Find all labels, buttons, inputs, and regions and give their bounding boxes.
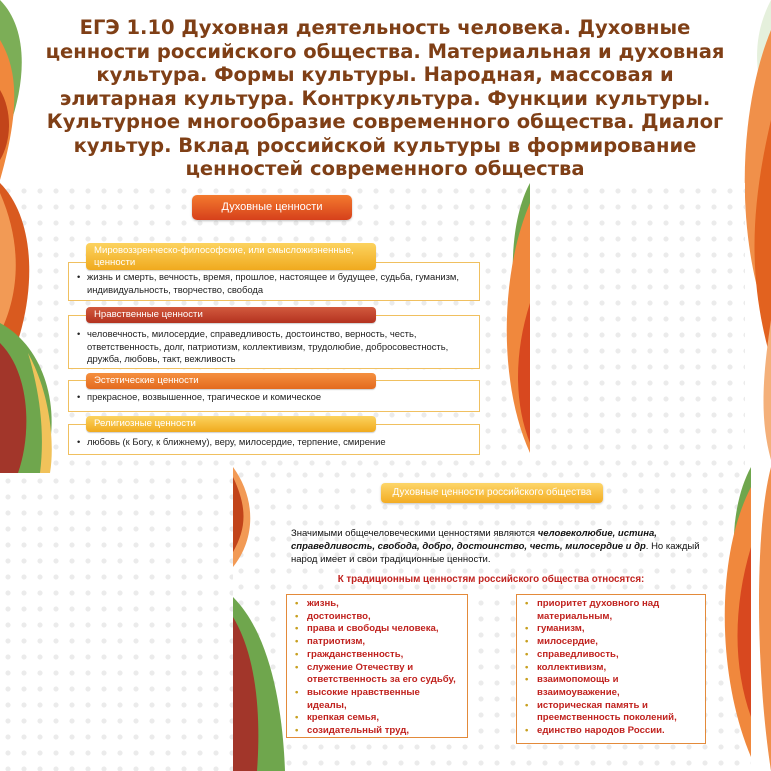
value-item: • коллективизм, xyxy=(525,662,699,675)
value-item: • справедливость, xyxy=(525,649,699,662)
category-box-moral xyxy=(68,315,480,369)
value-item: • историческая память и преемственность поколений, xyxy=(525,700,699,725)
bullet-icon: • xyxy=(77,328,81,339)
value-item: • высокие нравственные идеалы, xyxy=(295,687,461,712)
bullet-icon: • xyxy=(77,436,81,447)
intro-text-end: . Но каждый народ имеет и свои традиционные ценности. xyxy=(291,541,700,565)
slide-spiritual-values xyxy=(0,183,530,473)
category-heading-moral: Нравственные ценности xyxy=(86,307,376,323)
value-item: • созидательный труд, xyxy=(295,725,461,738)
value-item: • права и свободы человека, xyxy=(295,623,461,636)
decor-leaves-bottom-right xyxy=(751,467,771,771)
value-item: • приоритет духовного над материальным, xyxy=(525,598,699,623)
slide1-leaves-right xyxy=(488,183,530,473)
category-heading-aesthetic: Эстетические ценности xyxy=(86,373,376,389)
value-item: • гуманизм, xyxy=(525,623,699,636)
value-item: • жизнь, xyxy=(295,598,461,611)
category-items: прекрасное, возвышенное, трагическое и комическое xyxy=(87,391,322,402)
slide2-subtitle: К традиционным ценностям российского общества относятся: xyxy=(337,574,645,585)
bullet-icon: • xyxy=(77,271,81,282)
slide2-leaves-left xyxy=(233,467,293,771)
value-item: • единство народов России. xyxy=(525,725,699,738)
slide-russian-values xyxy=(233,467,751,771)
intro-paragraph xyxy=(291,527,711,566)
value-item: • крепкая семья, xyxy=(295,712,461,725)
values-list-left xyxy=(286,594,468,738)
slide2-title: Духовные ценности российского общества xyxy=(381,483,603,503)
value-item: • патриотизм, xyxy=(295,636,461,649)
intro-emphasis: человеколюбие, истина, справедливость, свобода, добро, достоинство, честь, милосердие и др xyxy=(291,528,657,552)
intro-text: Значимыми общечеловеческими ценностями являются xyxy=(291,528,538,539)
category-heading-worldview: Мировоззренческо-философские, или смысложизненные, ценности xyxy=(86,243,376,270)
blank-panel-left xyxy=(0,473,233,771)
value-item: • взаимопомощь и взаимоуважение, xyxy=(525,674,699,699)
values-list-right xyxy=(516,594,706,744)
bullet-icon: • xyxy=(77,391,81,402)
slide1-title: Духовные ценности xyxy=(192,195,352,220)
category-items: человечность, милосердие, справедливость, достоинство, верность, честь, ответственность, долг, патриотизм, коллективизм, трудолюбие, добросовестность, дружба, любовь, такт, вежливость xyxy=(87,328,449,365)
category-items: любовь (к Богу, к ближнему), веру, милосердие, терпение, смирение xyxy=(87,436,386,447)
page-title: ЕГЭ 1.10 Духовная деятельность человека. Духовные ценности российского общества. Материальная и духовная культура. Формы культуры. Народная, массовая и элитарная культура. Контркультура. Функции культуры. Культурное многообразие современного общества. Диалог культур. Вклад российской культуры в формирование ценностей современного общества xyxy=(45,16,725,180)
slide2-leaves-right xyxy=(703,467,751,771)
category-items: жизнь и смерть, вечность, время, прошлое, настоящее и будущее, судьба, гуманизм, индивидуальность, творчество, свобода xyxy=(87,271,459,295)
slide1-leaves-left xyxy=(0,183,70,473)
value-item: • служение Отечеству и ответственность за его судьбу, xyxy=(295,662,461,687)
value-item: • гражданственность, xyxy=(295,649,461,662)
category-heading-religious: Религиозные ценности xyxy=(86,416,376,432)
value-item: • достоинство, xyxy=(295,611,461,624)
value-item: • милосердие, xyxy=(525,636,699,649)
blank-panel-right xyxy=(530,183,745,468)
